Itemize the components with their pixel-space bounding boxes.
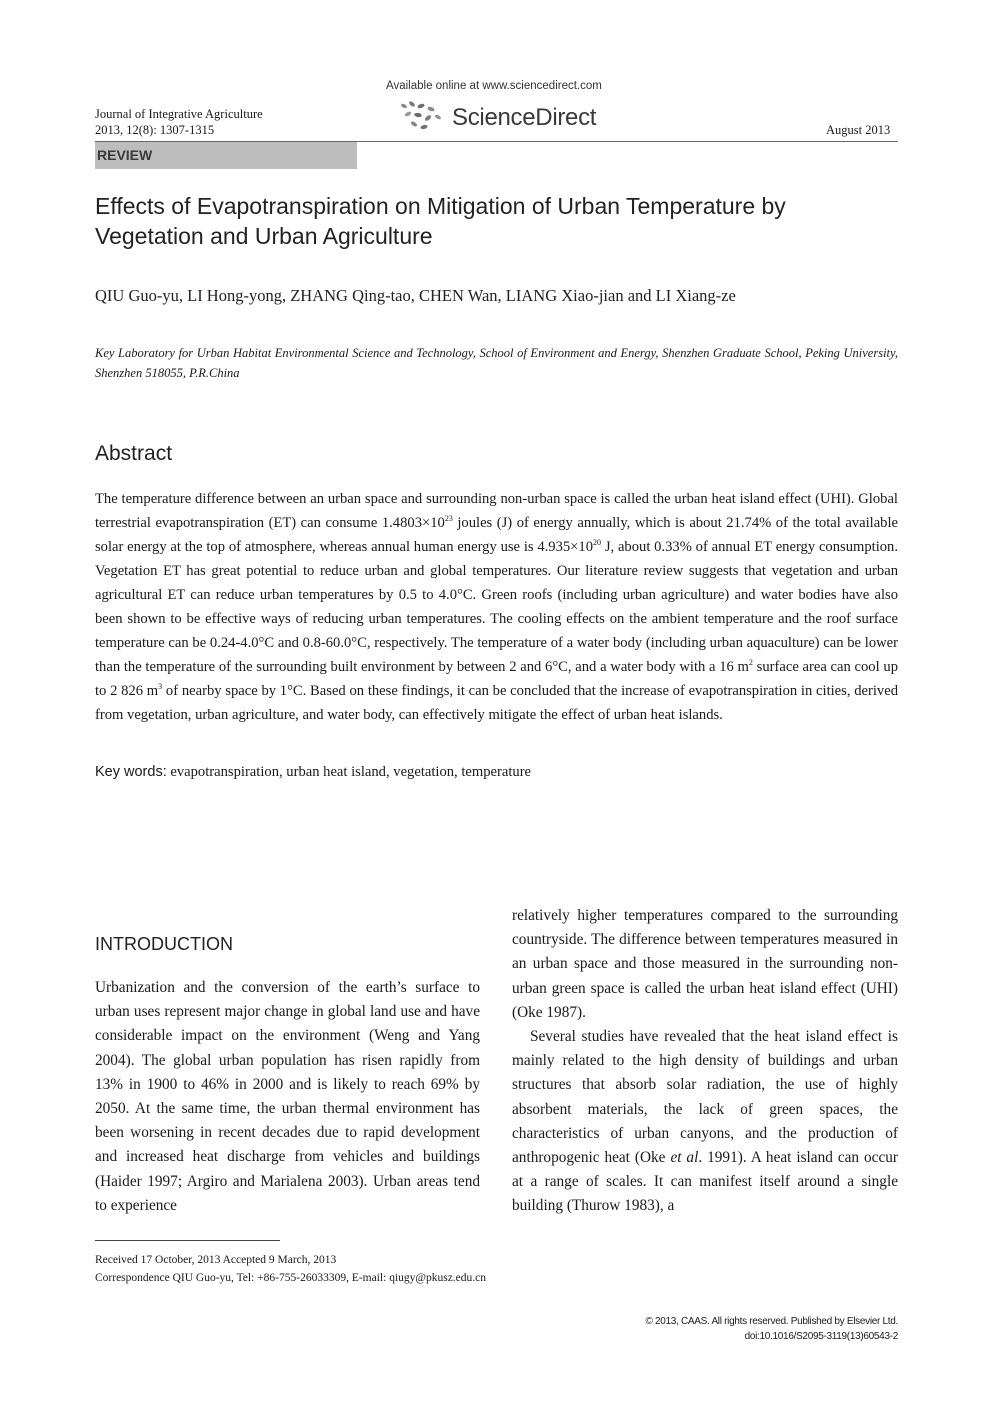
keywords-label: Key words:	[95, 764, 167, 780]
abstract-text-5: of nearby space by 1°C. Based on these findings, it can be concluded that the increase of evapotranspiration in cities, derived from vegetation, urban agriculture, and water body, can effectively mitigate the effect of urban heat islands.	[95, 683, 898, 723]
journal-issue: 2013, 12(8): 1307-1315	[95, 123, 215, 137]
sciencedirect-logo-icon	[398, 100, 448, 134]
et-al-text: et al	[670, 1149, 699, 1167]
introduction-heading: INTRODUCTION	[95, 934, 233, 954]
received-dates: Received 17 October, 2013 Accepted 9 March, 2013	[95, 1254, 337, 1266]
abstract-exponent-1: 23	[444, 514, 453, 524]
abstract-heading: Abstract	[95, 442, 173, 465]
issue-date: August 2013	[826, 123, 891, 137]
article-title: Effects of Evapotranspiration on Mitigation of Urban Temperature by Vegetation and Urban Agriculture	[95, 193, 786, 249]
footnote-rule	[95, 1240, 280, 1241]
abstract-text-3: J, about 0.33% of annual ET energy consumption. Vegetation ET has great potential to reduce urban and global temperatures. Our literature review suggests that vegetation and urban agricultural ET can reduce urban temperatures by 0.5 to 4.0°C. Green roofs (including urban agriculture) and water bodies have also been shown to be effective ways of reducing urban temperatures. The cooling effects on the ambient temperature and the roof surface temperature can be 0.24-4.0°C and 0.8-60.0°C, respectively. The temperature of a water body (including urban aquaculture) can be lower than the temperature of the surrounding built environment by between 2 and 6°C, and a water body with a 16 m	[95, 539, 898, 675]
abstract-exponent-2: 20	[593, 538, 602, 548]
journal-name: Journal of Integrative Agriculture	[95, 107, 263, 121]
section-label-bar	[95, 142, 357, 169]
correspondence-line: Correspondence QIU Guo-yu, Tel: +86-755-26033309, E-mail: qiugy@pkusz.edu.cn	[95, 1272, 487, 1284]
abstract-text-4: surface area can cool up to 2 826 m	[95, 659, 898, 699]
abstract-body	[95, 487, 898, 727]
paragraph-text: Several studies have revealed that the heat island effect is mainly related to the high density of buildings and urban structures that absorb solar radiation, the use of highly absorbent materials, the lack of green spaces, the characteristics of urban canyons, and the production of anthropogenic heat (Oke	[512, 1028, 898, 1167]
keywords	[95, 764, 898, 781]
available-online-text: Available online at www.sciencedirect.com	[386, 80, 602, 92]
introduction-right-column	[512, 904, 898, 1219]
keywords-list: evapotranspiration, urban heat island, vegetation, temperature	[166, 764, 532, 780]
doi-text: doi:10.1016/S2095-3119(13)60543-2	[744, 1331, 898, 1342]
journal-citation	[95, 106, 263, 138]
abstract-text-1: The temperature difference between an urban space and surrounding non-urban space is called the urban heat island effect (UHI). Global terrestrial evapotranspiration (ET) can consume 1.4803×10	[95, 491, 898, 531]
abstract-exponent-3: 2	[748, 658, 753, 668]
section-label: REVIEW	[97, 147, 153, 163]
paragraph-text: . 1991). A heat island can occur at a range of scales. It can manifest itself around a single building (Thurow 1983), a	[512, 1149, 899, 1215]
introduction-paragraph	[512, 1025, 898, 1219]
introduction-paragraph: relatively higher temperatures compared to the surrounding countryside. The difference between temperatures measured in an urban space and those measured in the surrounding non-urban green space is called the urban heat island effect (UHI) (Oke 1987).	[512, 907, 898, 1021]
author-affiliation: Key Laboratory for Urban Habitat Environmental Science and Technology, School of Environment and Energy, Shenzhen Graduate School, Peking University, Shenzhen 518055, P.R.China	[95, 346, 898, 380]
author-list: QIU Guo-yu, LI Hong-yong, ZHANG Qing-tao, CHEN Wan, LIANG Xiao-jian and LI Xiang-ze	[95, 286, 736, 305]
introduction-left-column	[95, 976, 480, 1218]
copyright-notice: © 2013, CAAS. All rights reserved. Published by Elsevier Ltd.	[645, 1316, 898, 1327]
abstract-exponent-4: 3	[158, 682, 163, 692]
sciencedirect-logo-text: ScienceDirect	[452, 104, 597, 131]
introduction-paragraph: Urbanization and the conversion of the earth’s surface to urban uses represent major change in global land use and have considerable impact on the environment (Weng and Yang 2004). The global urban population has risen rapidly from 13% in 1900 to 46% in 2000 and is likely to reach 69% by 2050. At the same time, the urban thermal environment has been worsening in recent decades due to rapid development and increased heat discharge from vehicles and buildings (Haider 1997; Argiro and Marialena 2003). Urban areas tend to experience	[95, 979, 480, 1214]
abstract-text-2: joules (J) of energy annually, which is about 21.74% of the total available solar energy at the top of atmosphere, whereas annual human energy use is 4.935×10	[95, 515, 898, 555]
